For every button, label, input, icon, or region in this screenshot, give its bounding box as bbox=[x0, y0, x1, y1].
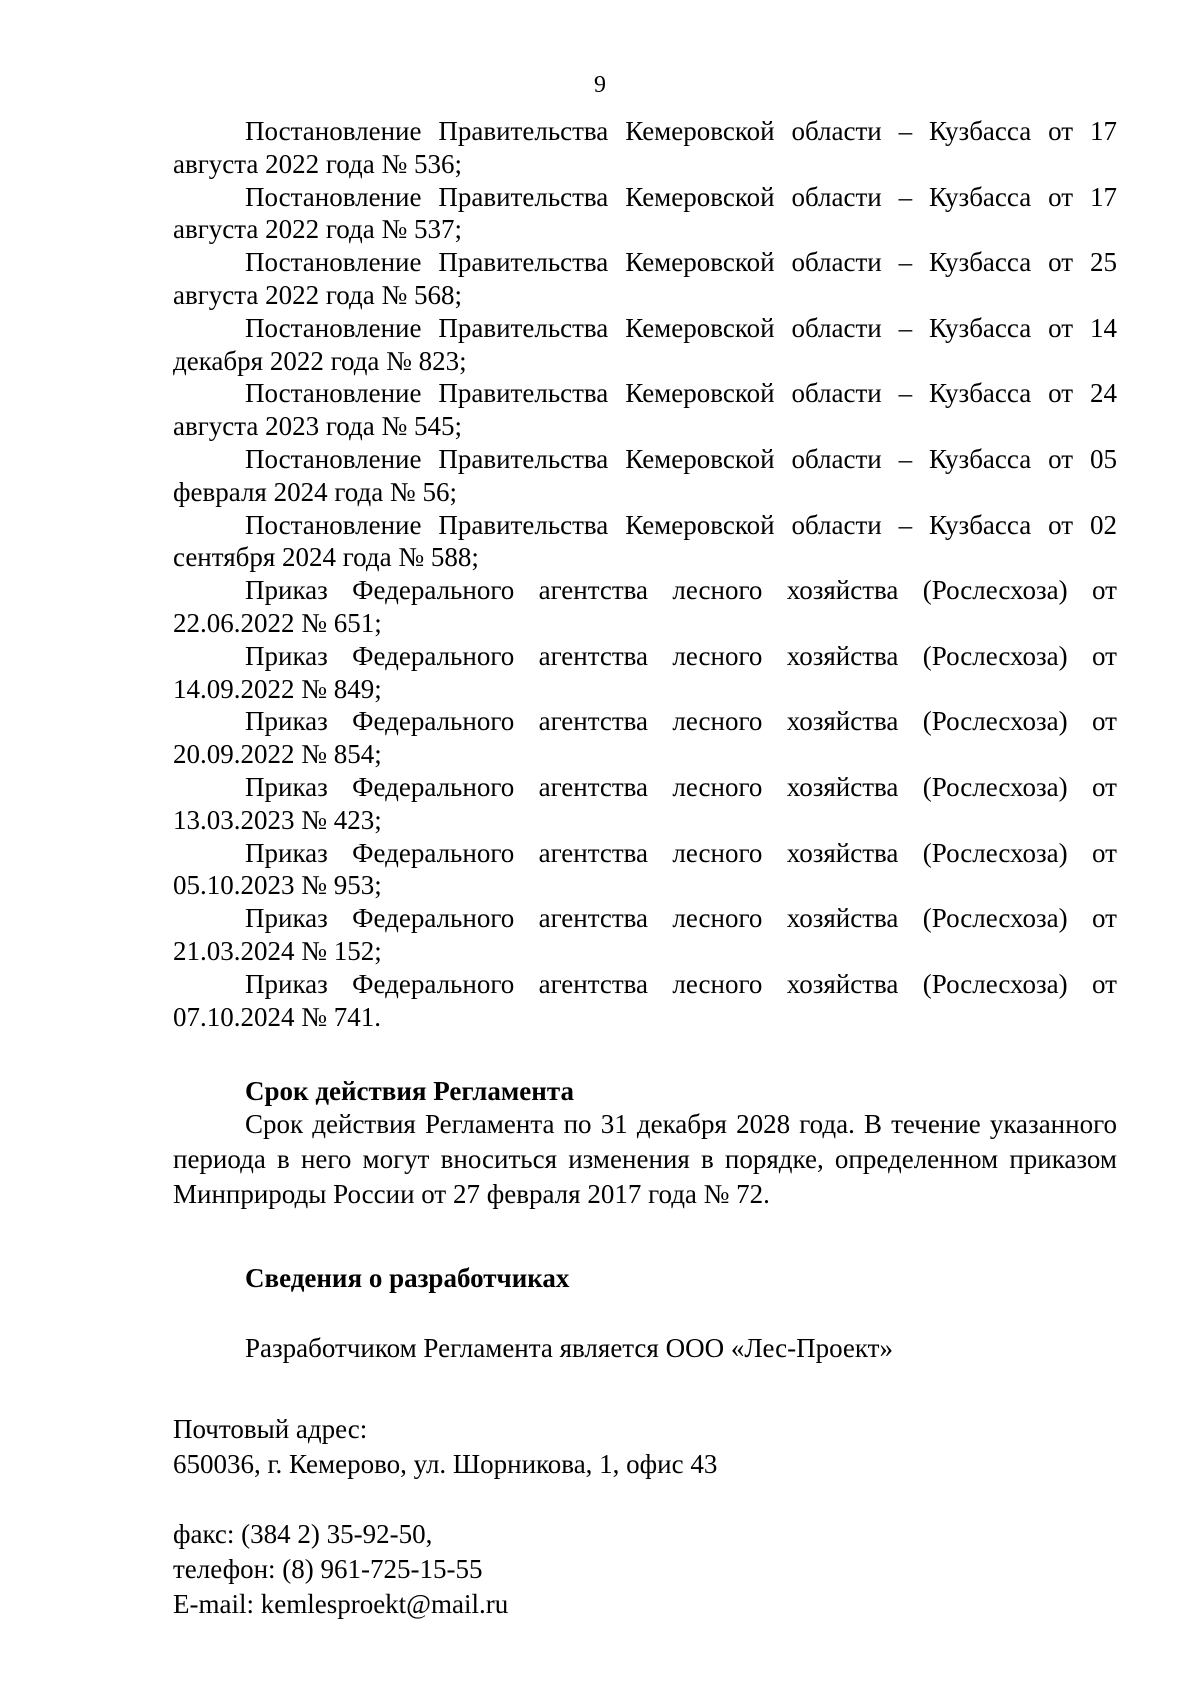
legal-act-item: Постановление Правительства Кемеровской области – Кузбасса от 05 февраля 2024 года № 56; bbox=[173, 443, 1117, 507]
fax-number: факс: (384 2) 35-92-50, bbox=[173, 1519, 433, 1550]
postal-address: 650036, г. Кемерово, ул. Шорникова, 1, офис 43 bbox=[173, 1449, 718, 1480]
legal-act-item: Постановление Правительства Кемеровской области – Кузбасса от 17 августа 2022 года № 536; bbox=[173, 116, 1117, 179]
legal-act-item: Приказ Федерального агентства лесного хозяйства (Рослесхоза) от 05.10.2023 № 953; bbox=[173, 837, 1117, 901]
legal-act-item: Приказ Федерального агентства лесного хозяйства (Рослесхоза) от 14.09.2022 № 849; bbox=[173, 640, 1117, 704]
legal-act-item: Постановление Правительства Кемеровской области – Кузбасса от 24 августа 2023 года № 545; bbox=[173, 378, 1117, 442]
legal-act-item: Приказ Федерального агентства лесного хозяйства (Рослесхоза) от 20.09.2022 № 854; bbox=[173, 706, 1117, 770]
legal-act-item: Приказ Федерального агентства лесного хозяйства (Рослесхоза) от 22.06.2022 № 651; bbox=[173, 575, 1117, 638]
legal-act-item: Постановление Правительства Кемеровской области – Кузбасса от 17 августа 2022 года № 537; bbox=[173, 181, 1117, 245]
developers-heading: Сведения о разработчиках bbox=[245, 1263, 570, 1294]
developer-text: Разработчиком Регламента является ООО «Лес-Проект» bbox=[245, 1333, 893, 1364]
validity-text: Срок действия Регламента по 31 декабря 2028 года. В течение указанного периода в него могут вноситься изменения в порядке, определенном приказом Минприроды России от 27 февраля 2017 года № 72. bbox=[173, 1109, 1117, 1210]
legal-act-item: Приказ Федерального агентства лесного хозяйства (Рослесхоза) от 21.03.2024 № 152; bbox=[173, 903, 1117, 966]
page-number: 9 bbox=[594, 72, 606, 98]
legal-act-item: Приказ Федерального агентства лесного хозяйства (Рослесхоза) от 13.03.2023 № 423; bbox=[173, 771, 1117, 835]
legal-act-item: Постановление Правительства Кемеровской области – Кузбасса от 02 сентября 2024 года № 588; bbox=[173, 509, 1117, 573]
contacts-block bbox=[173, 1517, 1117, 1622]
address-label: Почтовый адрес: bbox=[173, 1414, 368, 1445]
document-body bbox=[173, 115, 1117, 1622]
legal-act-item: Постановление Правительства Кемеровской области – Кузбасса от 25 августа 2022 года № 568; bbox=[173, 247, 1117, 310]
postal-address-block bbox=[173, 1412, 1117, 1482]
phone-number: телефон: (8) 961-725-15-55 bbox=[173, 1554, 483, 1585]
validity-heading: Срок действия Регламента bbox=[245, 1076, 574, 1107]
legal-act-item: Приказ Федерального агентства лесного хозяйства (Рослесхоза) от 07.10.2024 № 741. bbox=[173, 968, 1117, 1032]
legal-acts-list bbox=[173, 115, 1117, 1033]
email-address: E-mail: kemlesproekt@mail.ru bbox=[173, 1589, 509, 1620]
legal-act-item: Постановление Правительства Кемеровской области – Кузбасса от 14 декабря 2022 года № 823; bbox=[173, 312, 1117, 376]
